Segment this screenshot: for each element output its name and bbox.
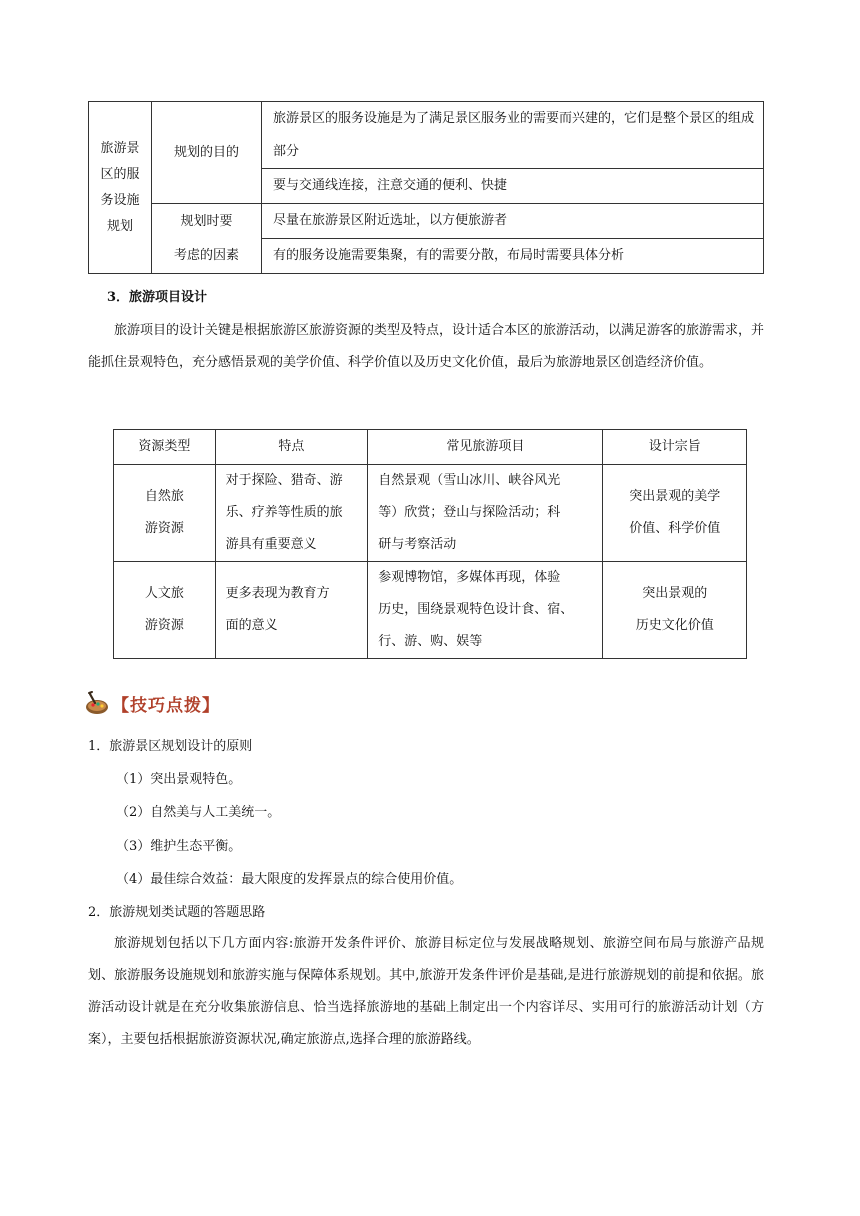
table-cell: 尽量在旅游景区附近选址，以方便旅游者 bbox=[262, 204, 764, 239]
resource-type-cell: 自然旅 游资源 bbox=[114, 465, 216, 562]
tips-emblem-icon bbox=[84, 690, 110, 716]
tips-paragraph: 旅游规划包括以下几方面内容:旅游开发条件评价、旅游目标定位与发展战略规划、旅游空间布局与旅游产品规划、旅游服务设施规划和旅游实施与保障体系规划。其中,旅游开发条件评价是基础,是进行旅游规划的前提和依据。旅游活动设计就是在充分收集旅游信息、恰当选择旅游地的基础上制定出一个内容详尽、实用可行的旅游活动计划（方案），主要包括根据旅游资源状况,确定旅游点,选择合理的旅游路线。 bbox=[88, 936, 764, 1047]
tips-point-1: 1．旅游景区规划设计的原则 bbox=[88, 739, 253, 754]
tourism-project-table bbox=[113, 429, 747, 659]
aim-cell: 突出景观的 历史文化价值 bbox=[603, 562, 747, 659]
feature-cell: 更多表现为教育方 面的意义 bbox=[215, 562, 368, 659]
tips-point-2: 2．旅游规划类试题的答题思路 bbox=[88, 905, 266, 920]
section-heading-3: 3．旅游项目设计 bbox=[107, 290, 208, 305]
tips-heading bbox=[84, 690, 220, 716]
row-label-factors: 规划时要 考虑的因素 bbox=[152, 204, 262, 274]
service-facility-table bbox=[88, 101, 764, 274]
header-cell: 常见旅游项目 bbox=[368, 430, 603, 465]
header-cell: 资源类型 bbox=[114, 430, 216, 465]
principle-item: （1）突出景观特色。 bbox=[116, 772, 242, 787]
feature-cell: 对于探险、猎奇、游 乐、疗养等性质的旅 游具有重要意义 bbox=[215, 465, 368, 562]
row-label-purpose: 规划的目的 bbox=[152, 102, 262, 204]
project-cell: 自然景观（雪山冰川、峡谷风光 等）欣赏；登山与探险活动；科 研与考察活动 bbox=[368, 465, 603, 562]
resource-type-cell: 人文旅 游资源 bbox=[114, 562, 216, 659]
principle-item: （4）最佳综合效益：最大限度的发挥景点的综合使用价值。 bbox=[116, 872, 463, 887]
table-cell: 要与交通线连接，注意交通的便利、快捷 bbox=[262, 169, 764, 204]
header-cell: 设计宗旨 bbox=[603, 430, 747, 465]
table-cell: 有的服务设施需要集聚，有的需要分散，布局时需要具体分析 bbox=[262, 239, 764, 274]
project-cell: 参观博物馆，多媒体再现，体验 历史，围绕景观特色设计食、宿、 行、游、购、娱等 bbox=[368, 562, 603, 659]
aim-cell: 突出景观的美学 价值、科学价值 bbox=[603, 465, 747, 562]
header-cell: 特点 bbox=[215, 430, 368, 465]
principle-item: （2）自然美与人工美统一。 bbox=[116, 805, 281, 820]
principle-item: （3）维护生态平衡。 bbox=[116, 839, 242, 854]
group-label-cell: 旅游景 区的服 务设施 规划 bbox=[89, 102, 152, 274]
tips-title: 【技巧点拨】 bbox=[112, 695, 220, 716]
table-cell: 旅游景区的服务设施是为了满足景区服务业的需要而兴建的，它们是整个景区的组成部分 bbox=[262, 102, 764, 169]
section-paragraph: 旅游项目的设计关键是根据旅游区旅游资源的类型及特点，设计适合本区的旅游活动，以满足游客的旅游需求，并能抓住景观特色，充分感悟景观的美学价值、科学价值以及历史文化价值，最后为旅游地景区创造经济价值。 bbox=[88, 323, 765, 370]
